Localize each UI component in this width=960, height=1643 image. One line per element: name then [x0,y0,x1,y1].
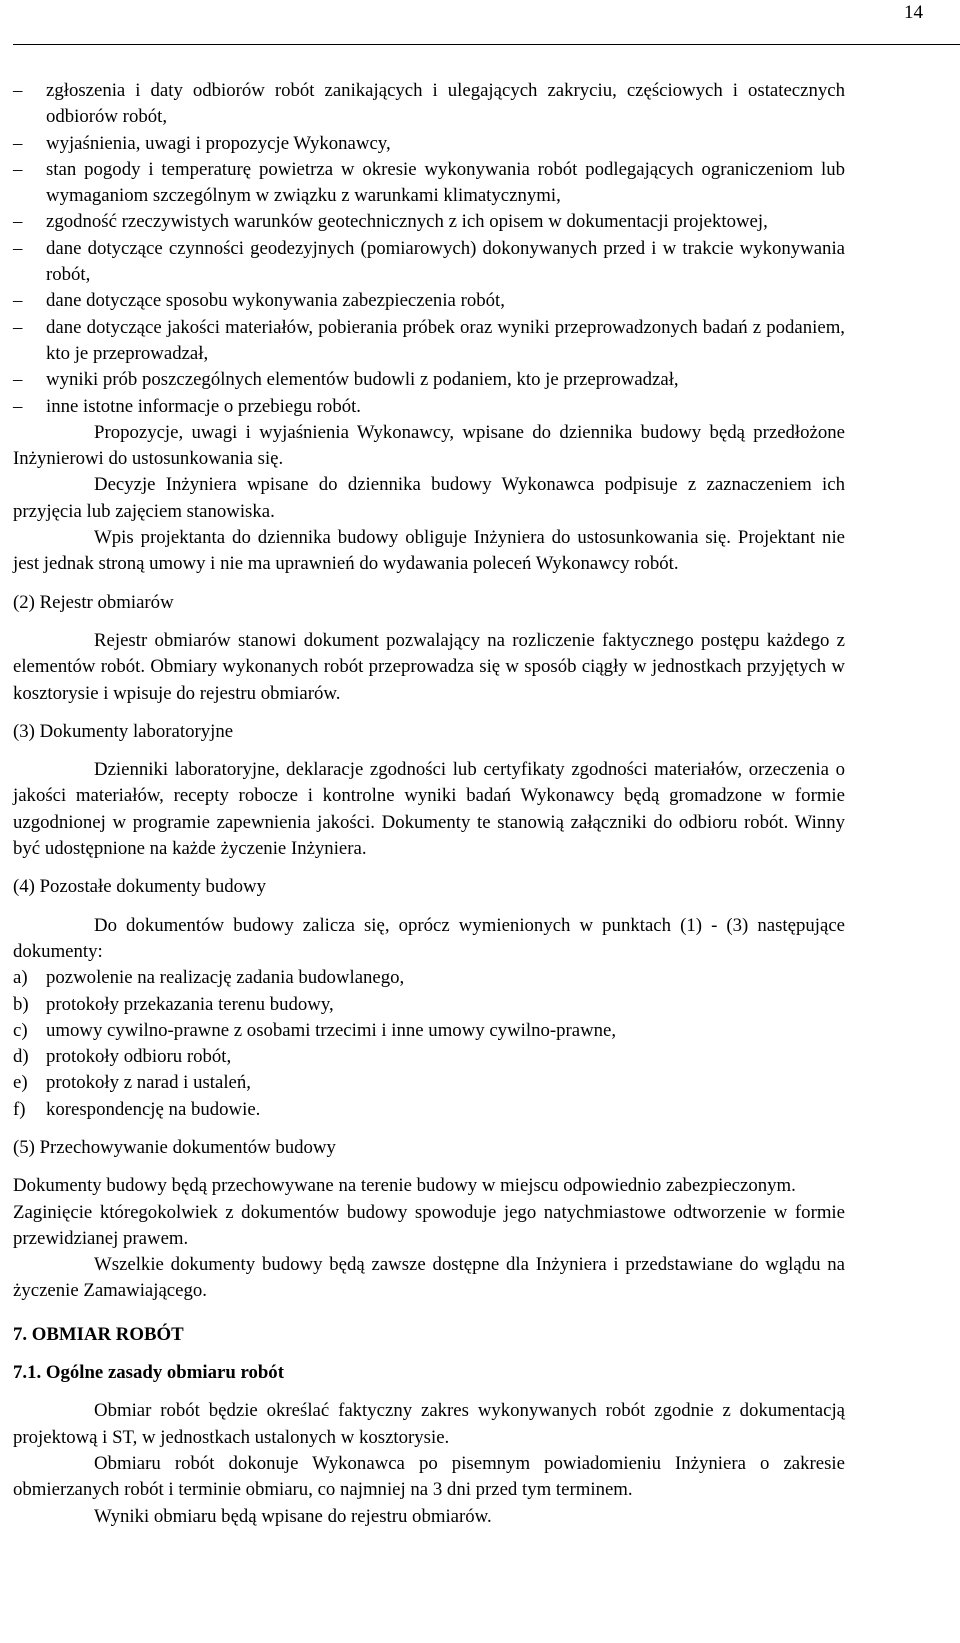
paragraph-decisions: Decyzje Inżyniera wpisane do dziennika budowy Wykonawca podpisuje z zaznaczeniem ich przyjęcia lub zajęciem stanowiska. [13,474,845,522]
list-item: e) protokoły z narad i ustaleń, [13,1072,251,1094]
list-item: d) protokoły odbioru robót, [13,1046,232,1068]
bullet-list [13,78,845,420]
list-item: – dane dotyczące sposobu wykonywania zabezpieczenia robót, [13,288,845,314]
paragraph-storage-1: Dokumenty budowy będą przechowywane na terenie budowy w miejscu odpowiednio zabezpieczonym. [13,1175,796,1197]
dash-icon: – [13,316,23,338]
list-item: – zgodność rzeczywistych warunków geotechnicznych z ich opisem w dokumentacji projektowej, [13,209,845,235]
chapter-heading: 7. OBMIAR ROBÓT [13,1323,184,1345]
paragraph-other-documents-intro: Do dokumentów budowy zalicza się, oprócz wymienionych w punktach (1) - (3) następujące dokumenty: [13,914,845,962]
dash-icon: – [13,80,23,101]
dash-icon: – [13,132,23,154]
paragraph-designer-entry: Wpis projektanta do dziennika budowy obliguje Inżyniera do ustosunkowania się. Projektant nie jest jednak stroną umowy i nie ma uprawnień do wydawania poleceń Wykonawcy robót. [13,527,845,575]
paragraph-measurement-2: Obmiaru robót dokonuje Wykonawca po pisemnym powiadomieniu Inżyniera o zakresie obmierzanych robót i terminie obmiaru, co najmniej na 3 dni przed tym terminem. [13,1452,845,1501]
list-item: – wyjaśnienia, uwagi i propozycje Wykonawcy, [13,131,845,157]
paragraph-lab-documents: Dzienniki laboratoryjne, deklaracje zgodności lub certyfikaty zgodności materiałów, orzeczenia o jakości materiałów, recepty robocze i kontrolne wyniki badań Wykonawcy będą gromadzone w formie uzgodnionej w programie zapewnienia jakości. Dokumenty te stanowią załączniki do odbioru robót. Winny być udostępnione na każde życzenie Inżyniera. [13,759,845,860]
paragraph-proposals: Propozycje, uwagi i wyjaśnienia Wykonawcy, wpisane do dziennika budowy będą przedłożone Inżynierowi do ustosunkowania się. [13,421,845,470]
paragraph-measurement-1: Obmiar robót będzie określać faktyczny zakres wykonywanych robót zgodnie z dokumentacją projektową i ST, w jednostkach ustalonych w kosztorysie. [13,1400,845,1448]
list-item: a) pozwolenie na realizację zadania budowlanego, [13,967,405,989]
list-item: c) umowy cywilno-prawne z osobami trzecimi i inne umowy cywilno-prawne, [13,1019,617,1041]
dash-icon: – [13,211,23,233]
sub-heading: 7.1. Ogólne zasady obmiaru robót [13,1362,284,1384]
section-title-storage: (5) Przechowywanie dokumentów budowy [13,1136,336,1158]
list-item: f) korespondencję na budowie. [13,1098,261,1120]
list-item: – inne istotne informacje o przebiegu robót. [13,394,845,420]
section-title-lab-documents: (3) Dokumenty laboratoryjne [13,720,234,742]
list-item: – dane dotyczące czynności geodezyjnych (pomiarowych) dokonywanych przed i w trakcie wykonywania robót, [13,237,845,286]
section-title-measurement-register: (2) Rejestr obmiarów [13,591,174,613]
list-item: b) protokoły przekazania terenu budowy, [13,993,334,1015]
header-rule [13,44,960,45]
list-item: – dane dotyczące jakości materiałów, pobierania próbek oraz wyniki przeprowadzonych badań z podaniem, kto je przeprowadzał, [13,316,845,364]
list-item: – wyniki prób poszczególnych elementów budowli z podaniem, kto je przeprowadzał, [13,367,845,393]
dash-icon: – [13,158,23,180]
page-number: 14 [904,2,923,23]
list-item: – zgłoszenia i daty odbiorów robót zanikających i ulegających zakryciu, częściowych i ostatecznych odbiorów robót, [13,80,845,128]
section-title-other-documents: (4) Pozostałe dokumenty budowy [13,876,266,898]
paragraph-storage-2: Zaginięcie któregokolwiek z dokumentów budowy spowoduje jego natychmiastowe odtworzenie w formie przewidzianej prawem. [13,1201,845,1249]
paragraph-storage-3: Wszelkie dokumenty budowy będą zawsze dostępne dla Inżyniera i przedstawiane do wglądu na życzenie Zamawiającego. [13,1254,845,1302]
paragraph-measurement-register: Rejestr obmiarów stanowi dokument pozwalający na rozliczenie faktycznego postępu każdego z elementów robót. Obmiary wykonanych robót przeprowadza się w sposób ciągły w jednostkach przyjętych w kosztorysie i wpisuje do rejestru obmiarów. [13,629,845,704]
dash-icon: – [13,395,23,417]
paragraph-measurement-3: Wyniki obmiaru będą wpisane do rejestru obmiarów. [94,1505,492,1527]
dash-icon: – [13,369,23,391]
lettered-list [13,965,845,1123]
list-item: – stan pogody i temperaturę powietrza w okresie wykonywania robót podlegających ograniczeniom lub wymaganiom szczególnym w związku z warunkami klimatycznymi, [13,158,845,207]
document-body [13,78,845,1530]
dash-icon: – [13,237,23,259]
dash-icon: – [13,290,23,312]
